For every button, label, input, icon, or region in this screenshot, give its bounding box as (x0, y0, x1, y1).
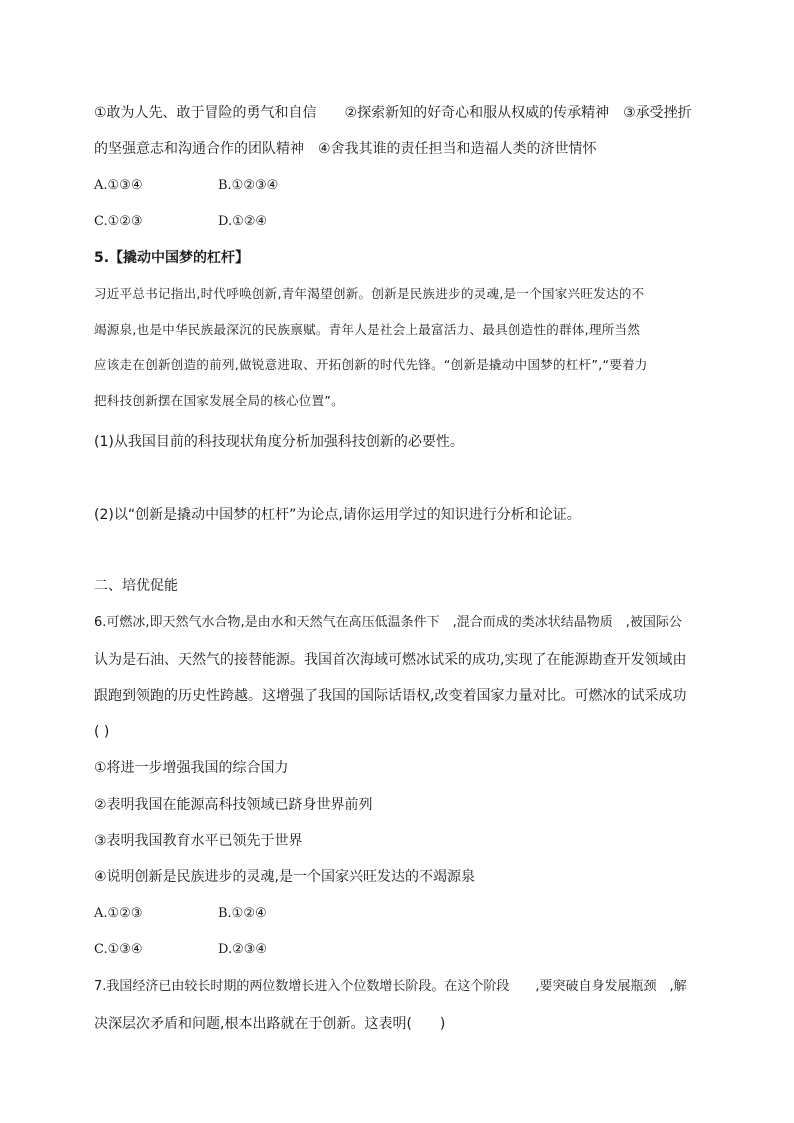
q5-material-line-3: 应该走在创新创造的前列,做锐意进取、开拓创新的时代先锋。“创新是撬动中国梦的杠杆”,“要着力 (94, 357, 648, 372)
q4-option-c: C.①②③ (94, 214, 143, 229)
q6-item-3: ③表明我国教育水平已领先于世界 (94, 833, 303, 849)
q4-option-d: D.①②④ (218, 214, 268, 229)
q6-option-d: D.②③④ (218, 942, 268, 957)
q6-option-b: B.①②④ (218, 906, 267, 921)
q7-stem-line-1: 7.我国经济已由较长时期的两位数增长进入个位数增长阶段。在这个阶段 ,要突破自身发展瓶颈 ,解 (94, 979, 687, 994)
q6-answer-blank: ( ) (94, 724, 110, 740)
q6-stem-line-1: 6.可燃冰,即天然气水合物,是由水和天然气在高压低温条件下 ,混合而成的类冰状结晶物质 ,被国际公 (94, 615, 682, 630)
q6-item-1: ①将进一步增强我国的综合国力 (94, 760, 289, 776)
q6-stem-line-3: 跟跑到领跑的历史性跨越。这增强了我国的国际话语权,改变着国家力量对比。可燃冰的试采成功 (94, 688, 687, 704)
q6-option-a: A.①②③ (94, 906, 143, 921)
q4-choices-line-1: ①敢为人先、敢于冒险的勇气和自信 ②探索新知的好奇心和服从权威的传承精神 ③承受挫折 (94, 105, 692, 121)
q5-subquestion-1: (1)从我国目前的科技现状角度分析加强科技创新的必要性。 (94, 434, 464, 450)
q5-material-line-2: 竭源泉,也是中华民族最深沉的民族禀赋。青年人是社会上最富活力、最具创造性的群体,理所当然 (94, 322, 641, 337)
q7-stem-line-2: 决深层次矛盾和问题,根本出路就在于创新。这表明( ) (94, 1016, 446, 1032)
q4-option-a: A.①③④ (94, 178, 143, 193)
q6-option-c: C.①③④ (94, 942, 143, 957)
q5-material-line-4: 把科技创新摆在国家发展全局的核心位置”。 (94, 393, 344, 408)
q4-option-b: B.①②③④ (218, 178, 279, 193)
q6-item-4: ④说明创新是民族进步的灵魂,是一个国家兴旺发达的不竭源泉 (94, 869, 475, 885)
q5-subquestion-2: (2)以“创新是撬动中国梦的杠杆”为论点,请你运用学过的知识进行分析和论证。 (94, 507, 581, 523)
section-heading: 二、培优促能 (94, 578, 178, 594)
q5-title: 5.【撬动中国梦的杠杆】 (94, 250, 250, 266)
q6-stem-line-2: 认为是石油、天然气的接替能源。我国首次海域可燃冰试采的成功,实现了在能源勘查开发领域由 (94, 652, 687, 668)
q6-item-2: ②表明我国在能源高科技领域已跻身世界前列 (94, 797, 373, 813)
q4-choices-line-2: 的坚强意志和沟通合作的团队精神 ④舍我其谁的责任担当和造福人类的济世情怀 (94, 141, 597, 157)
q5-material-line-1: 习近平总书记指出,时代呼唤创新,青年渴望创新。创新是民族进步的灵魂,是一个国家兴旺发达的不 (94, 286, 645, 301)
